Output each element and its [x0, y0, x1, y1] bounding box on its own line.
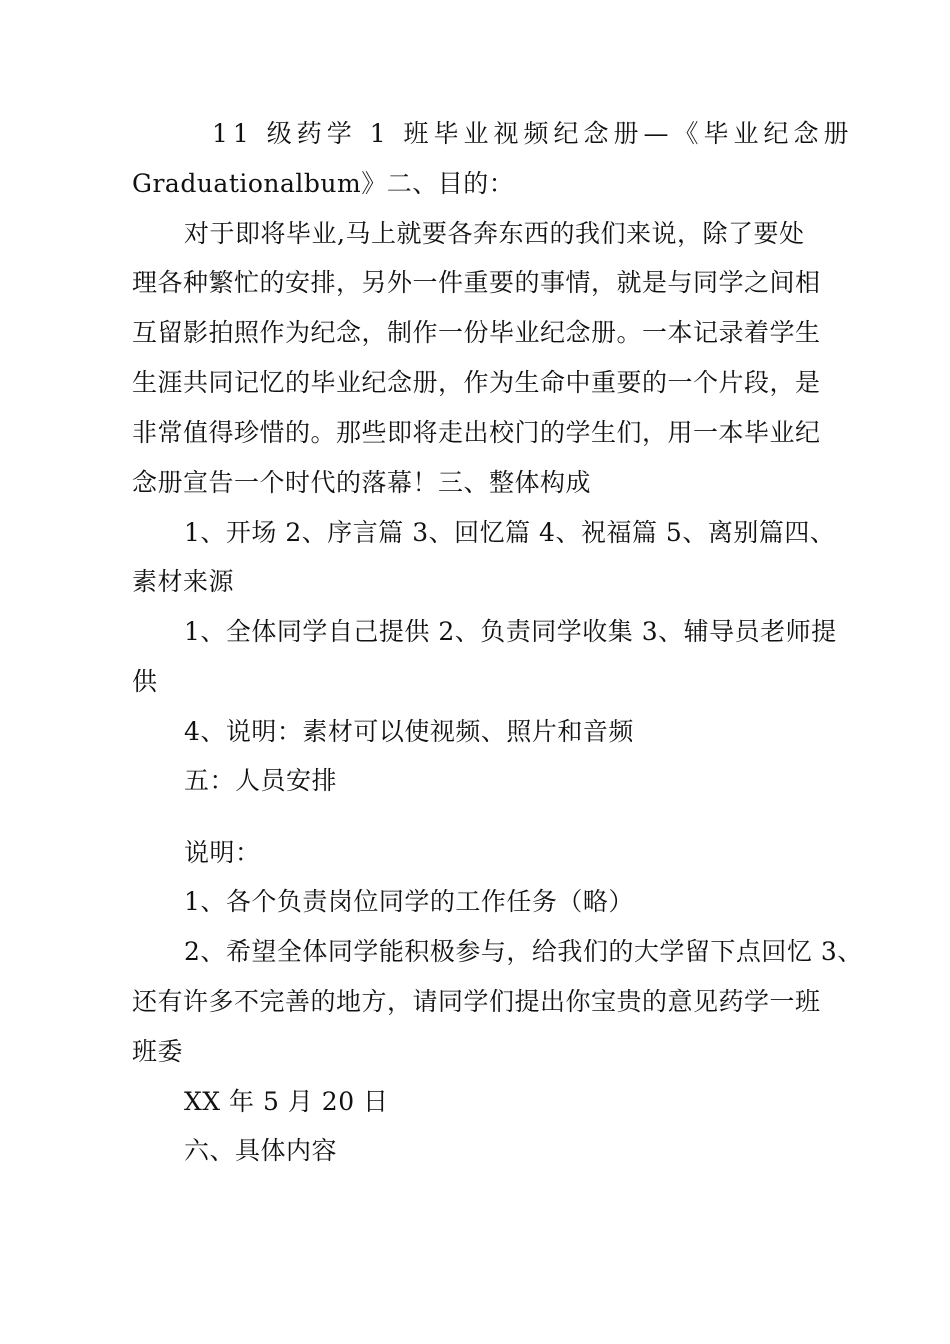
list-line: 素材来源 [132, 567, 235, 596]
paragraph-line: 念册宣告一个时代的落幕！三、整体构成 [132, 468, 592, 497]
list-line: 1、全体同学自己提供 2、负责同学收集 3、辅导员老师提 [184, 617, 837, 646]
signature-line: 班委 [132, 1037, 184, 1066]
note-line: 1、各个负责岗位同学的工作任务（略） [184, 887, 634, 916]
section-heading: 六、具体内容 [184, 1136, 338, 1165]
list-line: 1、开场 2、序言篇 3、回忆篇 4、祝福篇 5、离别篇四、 [184, 518, 836, 547]
title-line-2: Graduationalbum》二、目的： [132, 169, 515, 198]
note-line: 2、希望全体同学能积极参与，给我们的大学留下点回忆 3、 [184, 937, 863, 966]
note-heading: 说明： [184, 838, 261, 867]
note-line: 还有许多不完善的地方，请同学们提出你宝贵的意见药学一班 [132, 987, 821, 1016]
paragraph-line: 互留影拍照作为纪念，制作一份毕业纪念册。一本记录着学生 [132, 318, 821, 347]
paragraph-line: 生涯共同记忆的毕业纪念册，作为生命中重要的一个片段，是 [132, 368, 821, 397]
note-line: 4、说明：素材可以使视频、照片和音频 [184, 717, 634, 746]
section-heading: 五：人员安排 [184, 766, 338, 795]
list-line: 供 [132, 667, 158, 696]
date-line: XX 年 5 月 20 日 [184, 1087, 389, 1116]
paragraph-line: 理各种繁忙的安排，另外一件重要的事情，就是与同学之间相 [132, 268, 821, 297]
title-line-1: 11 级药学 1 班毕业视频纪念册—《毕业纪念册 [212, 119, 854, 148]
paragraph-line: 对于即将毕业,马上就要各奔东西的我们来说，除了要处 [184, 219, 805, 248]
paragraph-line: 非常值得珍惜的。那些即将走出校门的学生们，用一本毕业纪 [132, 418, 821, 447]
